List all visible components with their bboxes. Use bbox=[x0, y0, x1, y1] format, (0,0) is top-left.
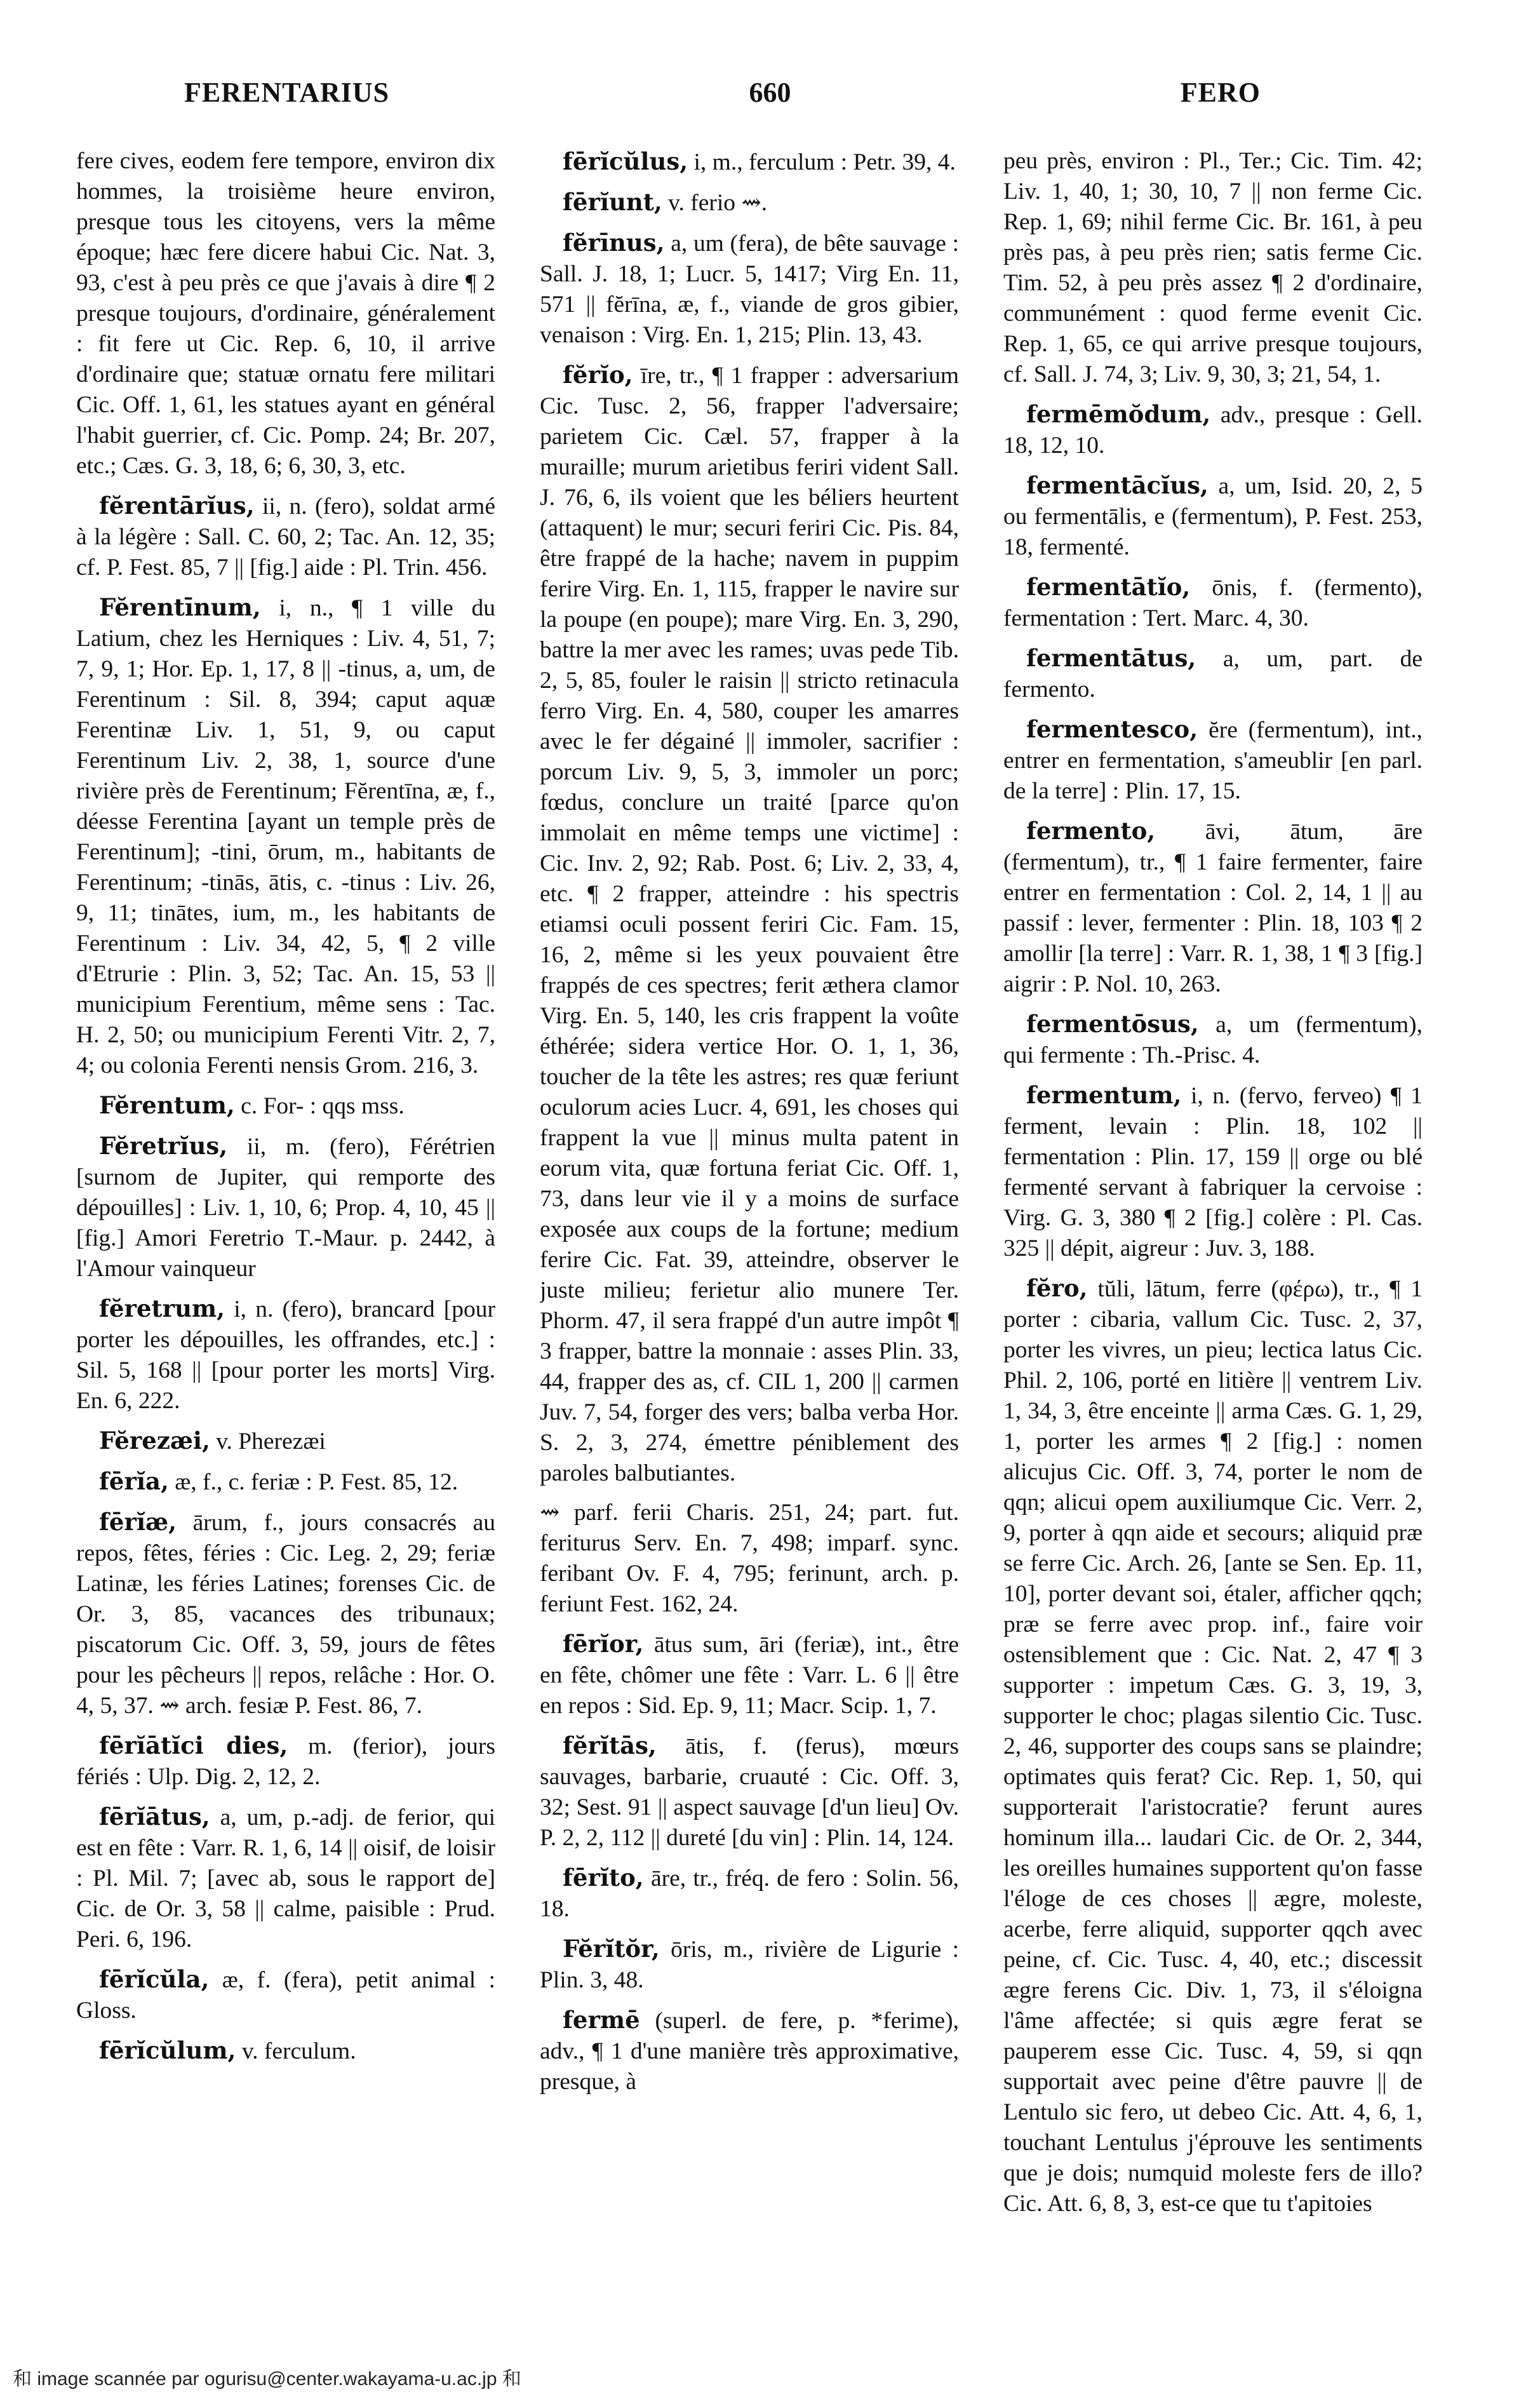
definition-text: v. Pherezæi bbox=[210, 1428, 326, 1455]
definition-text: ⇝ parf. ferii Charis. 251, 24; part. fut. feriturus Serv. En. 7, 498; imparf. sync. feribant Ov. F. 4, 795; ferinunt, arch. p. feriunt Fest. 162, 24. bbox=[540, 1500, 959, 1617]
left-guide-word: FERENTARIUS bbox=[184, 77, 390, 108]
headword: fĕrĭtās, bbox=[563, 1731, 657, 1759]
dictionary-entry bbox=[540, 1498, 959, 1620]
definition-text: i, n., ¶ 1 ville du Latium, chez les Herniques : Liv. 4, 51, 7; 7, 9, 1; Hor. Ep. 1, 17, 8 || -tinus, a, um, de Ferentinum : Sil. 8, 394; caput aquæ Ferentinæ Liv. 1, 51, 9, ou caput Ferentinum Liv. 2, 38, 1, source d'une rivière près de Ferentinum; Fĕrentīna, æ, f., déesse Ferentina [ayant un temple près de Ferentinum]; -tini, ōrum, m., habitants de Ferentinum; -tinās, ātis, c. -tinus : Liv. 26, 9, 11; tinātes, ium, m., les habitants de Ferentinum : Liv. 34, 42, 5, ¶ 2 ville d'Etrurie : Plin. 3, 52; Tac. An. 15, 53 || municipium Ferentium, même sens : Tac. H. 2, 50; ou municipium Ferenti Vitr. 2, 7, 4; ou colonia Ferenti nensis Grom. 216, 3. bbox=[76, 595, 495, 1079]
headword: fērĭor, bbox=[563, 1630, 644, 1658]
headword: fērĭcŭla, bbox=[99, 1965, 210, 1993]
definition-text: ōris, m., rivière de Ligurie : Plin. 3, 48. bbox=[540, 1937, 959, 1993]
dictionary-entry bbox=[540, 1933, 959, 1996]
dictionary-entry bbox=[540, 1730, 959, 1853]
definition-text: fere cives, eodem fere tempore, environ dix hommes, la troisième heure environ, presque tous les citoyens, vers la même époque; hæc fere dicere habui Cic. Nat. 3, 93, c'est à peu près ce que j'avais à dire ¶ 2 presque toujours, d'ordinaire, généralement : fit fere ut Cic. Rep. 6, 10, il arrive d'ordinaire que; statuæ ornatu fere militari Cic. Off. 1, 61, les statues ayant en général l'habit guerrier, cf. Cic. Pomp. 24; Br. 207, etc.; Cæs. G. 3, 18, 6; 6, 30, 3, etc. bbox=[76, 148, 495, 479]
headword: fermentātĭo, bbox=[1026, 573, 1191, 601]
headword: fērĭcŭlum, bbox=[99, 2036, 236, 2064]
definition-text: a, um, Isid. 20, 2, 5 ou fermentālis, e (fermentum), P. Fest. 253, 18, fermenté. bbox=[1003, 473, 1423, 560]
headword: fērĭātĭci dies, bbox=[99, 1731, 288, 1759]
headword: Fĕrentīnum, bbox=[99, 593, 261, 621]
headword: fĕretrum, bbox=[99, 1294, 225, 1322]
dictionary-entry bbox=[76, 1466, 495, 1498]
dictionary-entry bbox=[76, 2035, 495, 2067]
headword: fermentācĭus, bbox=[1026, 471, 1209, 499]
dictionary-entry bbox=[76, 1507, 495, 1721]
definition-text: m. (ferior), jours fériés : Ulp. Dig. 2, 12, 2. bbox=[76, 1733, 495, 1790]
dictionary-entry bbox=[76, 1293, 495, 1416]
dictionary-entry bbox=[76, 592, 495, 1081]
definition-text: ārum, f., jours consacrés au repos, fêtes, féries : Cic. Leg. 2, 29; feriæ Latinæ, les féries Latines; forenses Cic. de Or. 3, 85, vacances des tribunaux; piscatorum Cic. Off. 3, 59, jours de fêtes pour les pêcheurs || repos, relâche : Hor. O. 4, 5, 37. ⇝ arch. fesiæ P. Fest. 86, 7. bbox=[76, 1510, 495, 1719]
dictionary-entry bbox=[1003, 1080, 1423, 1264]
definition-text: a, um, p.-adj. de ferior, qui est en fête : Varr. R. 1, 6, 14 || oisif, de loisir : Pl. Mil. 7; [avec ab, sous le rapport de] Cic. de Or. 3, 58 || calme, paisible : Prud. Peri. 6, 196. bbox=[76, 1805, 495, 1952]
right-guide-word: FERO bbox=[1180, 77, 1261, 108]
definition-text: ĕre (fermentum), int., entrer en fermentation, s'ameublir [en parl. de la terre] : Plin. 17, 15. bbox=[1003, 717, 1423, 804]
definition-text: īre, tr., ¶ 1 frapper : adversarium Cic. Tusc. 2, 56, frapper l'adversaire; parietem Cic. Cæl. 57, frapper à la muraille; murum arietibus feriri vident Sall. J. 76, 6, ils voient que les béliers heurtent (attaquent) le mur; securi feriri Cic. Pis. 84, être frappé de la hache; navem in puppim ferire Virg. En. 1, 115, frapper le navire sur la poupe (en poupe); mare Virg. En. 3, 290, battre la mer avec les rames; uvas pede Tib. 2, 5, 85, fouler le raisin || stricto retinacula ferro Virg. En. 4, 580, couper les amarres avec le fer dégainé || immoler, sacrifier : porcum Liv. 9, 5, 3, immoler un porc; fœdus, conclure un traité [parce qu'on immolait en même temps une victime] : Cic. Inv. 2, 92; Rab. Post. 6; Liv. 2, 33, 4, etc. ¶ 2 frapper, atteindre : his spectris etiamsi oculi possent feriri Cic. Fam. 15, 16, 2, même si les yeux pouvaient être frappés de ces spectres; ferit æthera clamor Virg. En. 5, 140, les cris frappent la voûte éthérée; sidera vertice Hor. O. 1, 1, 36, toucher de la tête les astres; res quæ feriunt oculorum acies Lucr. 4, 691, les choses qui frappent la vue || minus multa patent in eorum vita, quæ fortuna feriat Cic. Off. 1, 73, dans leur vie il y a moins de surface exposée aux coups de la fortune; medium ferire Cic. Fat. 39, atteindre, observer le juste milieu; ferietur alio munere Ter. Phorm. 47, il sera frappé d'un autre impôt ¶ 3 frapper, battre la monnaie : asses Plin. 33, 44, frapper des as, cf. CIL 1, 200 || carmen Juv. 7, 54, forger des vers; balba verba Hor. S. 2, 3, 274, émettre péniblement des paroles balbutiantes. bbox=[540, 363, 959, 1486]
headword: Fĕrentum, bbox=[99, 1091, 235, 1119]
definition-text: i, n. (fervo, ferveo) ¶ 1 ferment, levain : Plin. 18, 102 || fermentation : Plin. 17, 159 || orge ou blé fermenté servant à fabriquer la cervoise : Virg. G. 3, 380 ¶ 2 [fig.] colère : Pl. Cas. 325 || dépit, aigreur : Juv. 3, 188. bbox=[1003, 1083, 1423, 1261]
headword: fērĭātus, bbox=[99, 1803, 210, 1831]
definition-text: a, um (fermentum), qui fermente : Th.-Prisc. 4. bbox=[1003, 1012, 1423, 1068]
headword: fermēmŏdum, bbox=[1026, 400, 1211, 428]
definition-text: ātus sum, āri (feriæ), int., être en fête, chômer une fête : Varr. L. 6 || être en repos : Sid. Ep. 9, 11; Macr. Scip. 1, 7. bbox=[540, 1632, 959, 1719]
headword: fermentum, bbox=[1026, 1081, 1182, 1109]
headword: fermentesco, bbox=[1026, 715, 1198, 743]
dictionary-entry bbox=[76, 1964, 495, 2026]
column-1 bbox=[76, 146, 495, 2331]
dictionary-entry bbox=[540, 360, 959, 1489]
headword: fērĭunt, bbox=[563, 188, 662, 216]
headword: fērĭa, bbox=[99, 1467, 169, 1495]
dictionary-entry bbox=[540, 1862, 959, 1925]
definition-text: æ, f. (fera), petit animal : Gloss. bbox=[76, 1967, 495, 2024]
definition-text: v. ferculum. bbox=[236, 2038, 356, 2064]
column-2 bbox=[540, 146, 959, 2331]
definition-text: i, m., ferculum : Petr. 39, 4. bbox=[688, 149, 956, 175]
headword: Fĕrezæi, bbox=[99, 1427, 210, 1455]
definition-text: peu près, environ : Pl., Ter.; Cic. Tim. 42; Liv. 1, 40, 1; 30, 10, 7 || non ferme Cic. Rep. 1, 69; nihil ferme Cic. Br. 161, à peu près pas, à peu près rien; satis ferme Cic. Tim. 52, à peu près assez ¶ 2 d'ordinaire, communément : quod ferme evenit Cic. Rep. 1, 65, ce qui arrive presque toujours, cf. Sall. J. 74, 3; Liv. 9, 30, 3; 21, 54, 1. bbox=[1003, 148, 1423, 387]
headword: Fĕrĭtŏr, bbox=[563, 1935, 660, 1963]
headword: fĕrentārĭus, bbox=[99, 492, 255, 520]
dictionary-entry bbox=[1003, 1273, 1423, 2219]
headword: fermentōsus, bbox=[1026, 1010, 1199, 1038]
headword: fĕro, bbox=[1026, 1274, 1088, 1302]
dictionary-entry bbox=[540, 146, 959, 178]
definition-text: ii, m. (fero), Férétrien [surnom de Jupiter, qui remporte des dépouilles] : Liv. 1, 10, 6; Prop. 4, 10, 45 || [fig.] Amori Feretrio T.-Maur. p. 2442, à l'Amour vainqueur bbox=[76, 1134, 495, 1282]
headword: fĕrīnus, bbox=[563, 229, 665, 257]
dictionary-entry bbox=[540, 227, 959, 351]
definition-text: ōnis, f. (fermento), fermentation : Tert. Marc. 4, 30. bbox=[1003, 575, 1423, 631]
definition-text: a, um, part. de fermento. bbox=[1003, 646, 1423, 702]
definition-text: a, um (fera), de bête sauvage : Sall. J. 18, 1; Lucr. 5, 1417; Virg En. 11, 571 || fĕrīna, æ, f., viande de gros gibier, venaison : Virg. En. 1, 215; Plin. 13, 43. bbox=[540, 231, 959, 348]
headword: fĕrĭo, bbox=[563, 361, 633, 389]
definition-text: ātis, f. (ferus), mœurs sauvages, barbarie, cruauté : Cic. Off. 3, 32; Sest. 91 || aspect sauvage [d'un lieu] Ov. P. 2, 2, 112 || dureté [du vin] : Plin. 14, 124. bbox=[540, 1733, 959, 1851]
definition-text: æ, f., c. feriæ : P. Fest. 85, 12. bbox=[168, 1469, 459, 1495]
dictionary-entry bbox=[1003, 470, 1423, 563]
dictionary-entry bbox=[540, 2005, 959, 2097]
dictionary-entry bbox=[540, 1629, 959, 1721]
headword: fermento, bbox=[1026, 817, 1156, 845]
definition-text: i, n. (fero), brancard [pour porter les dépouilles, les offrandes, etc.] : Sil. 5, 168 || [pour porter les morts] Virg. En. 6, 222. bbox=[76, 1296, 495, 1414]
dictionary-entry bbox=[76, 490, 495, 583]
dictionary-entry bbox=[76, 1131, 495, 1284]
dictionary-body bbox=[76, 146, 1423, 2331]
definition-text: āvi, ātum, āre (fermentum), tr., ¶ 1 faire fermenter, faire entrer en fermentation : Col. 2, 14, 1 || au passif : lever, fermenter : Plin. 18, 103 ¶ 2 amollir [la terre] : Varr. R. 1, 38, 1 ¶ 3 [fig.] aigrir : P. Nol. 10, 263. bbox=[1003, 819, 1423, 997]
dictionary-entry bbox=[1003, 714, 1423, 807]
page-number: 660 bbox=[749, 77, 791, 108]
dictionary-entry bbox=[1003, 1009, 1423, 1071]
running-header bbox=[0, 76, 1540, 121]
dictionary-entry bbox=[76, 146, 495, 481]
dictionary-entry bbox=[76, 1425, 495, 1457]
headword: fermē bbox=[563, 2006, 640, 2034]
scan-credit: 和 image scannée par ogurisu@center.wakayama-u.ac.jp 和 bbox=[13, 2369, 521, 2389]
dictionary-entry bbox=[1003, 572, 1423, 634]
definition-text: āre, tr., fréq. de fero : Solin. 56, 18. bbox=[540, 1865, 959, 1922]
dictionary-entry bbox=[76, 1801, 495, 1955]
headword: fermentātus, bbox=[1026, 644, 1196, 672]
headword: Fĕretrĭus, bbox=[99, 1132, 228, 1160]
definition-text: (superl. de fere, p. *ferime), adv., ¶ 1 d'une manière très approximative, presque, à bbox=[540, 2008, 959, 2095]
dictionary-entry bbox=[1003, 399, 1423, 461]
dictionary-entry bbox=[1003, 643, 1423, 705]
definition-text: v. ferio ⇝. bbox=[662, 190, 768, 216]
definition-text: ii, n. (fero), soldat armé à la légère : Sall. C. 60, 2; Tac. An. 12, 35; cf. P. Fest. 85, 7 || [fig.] aide : Pl. Trin. 456. bbox=[76, 494, 495, 581]
column-3 bbox=[1003, 146, 1423, 2331]
dictionary-entry bbox=[1003, 816, 1423, 1000]
headword: fērĭto, bbox=[563, 1864, 644, 1892]
definition-text: tŭli, lātum, ferre (φέρω), tr., ¶ 1 porter : cibaria, vallum Cic. Tusc. 2, 37, porter les vivres, un pieu; lectica latus Cic. Phil. 2, 106, porté en litière || ventrem Liv. 1, 34, 3, être enceinte || arma Cæs. G. 1, 29, 1, porter les armes ¶ 2 [fig.] : nomen alicujus Cic. Off. 3, 74, porter le nom de qqn; alicui opem auxiliumque Cic. Verr. 2, 9, porter à qqn aide et secours; aliquid præ se ferre Cic. Arch. 26, [ante se Sen. Ep. 11, 10], porter devant soi, étaler, afficher qqch; præ se ferre avec prop. inf., faire voir ostensiblement que : Cic. Nat. 2, 47 ¶ 3 supporter : impetum Cæs. G. 3, 19, 3, supporter le choc; plagas silentio Cic. Tusc. 2, 46, supporter des coups sans se plaindre; optimates quis ferat? Cic. Rep. 1, 50, qui supporterait l'aristocratie? ferunt aures hominum illa... laudari Cic. de Or. 2, 344, les oreilles humaines supportent qu'on fasse l'éloge de ces choses || ægre, moleste, acerbe, ferre aliquid, supporter qqch avec peine, cf. Cic. Tusc. 4, 40, etc.; discessit ægre ferens Cic. Div. 1, 73, il s'éloigna l'âme affectée; si quis ægre ferat se pauperem esse Cic. Tusc. 4, 59, si qqn supportait avec peine d'être pauvre || de Lentulo sic fero, ut debeo Cic. Att. 4, 6, 1, touchant Lentulus j'éprouve les sentiments que je dois; numquid moleste fers de illo? Cic. Att. 6, 8, 3, est-ce que tu t'apitoies bbox=[1003, 1276, 1423, 2217]
definition-text: c. For- : qqs mss. bbox=[234, 1093, 405, 1119]
headword: fērĭcŭlus, bbox=[563, 147, 688, 175]
headword: fērĭæ, bbox=[99, 1508, 177, 1536]
dictionary-entry bbox=[1003, 146, 1423, 390]
definition-text: adv., presque : Gell. 18, 12, 10. bbox=[1003, 402, 1423, 459]
dictionary-entry bbox=[540, 187, 959, 218]
dictionary-entry bbox=[76, 1090, 495, 1122]
dictionary-entry bbox=[76, 1730, 495, 1792]
